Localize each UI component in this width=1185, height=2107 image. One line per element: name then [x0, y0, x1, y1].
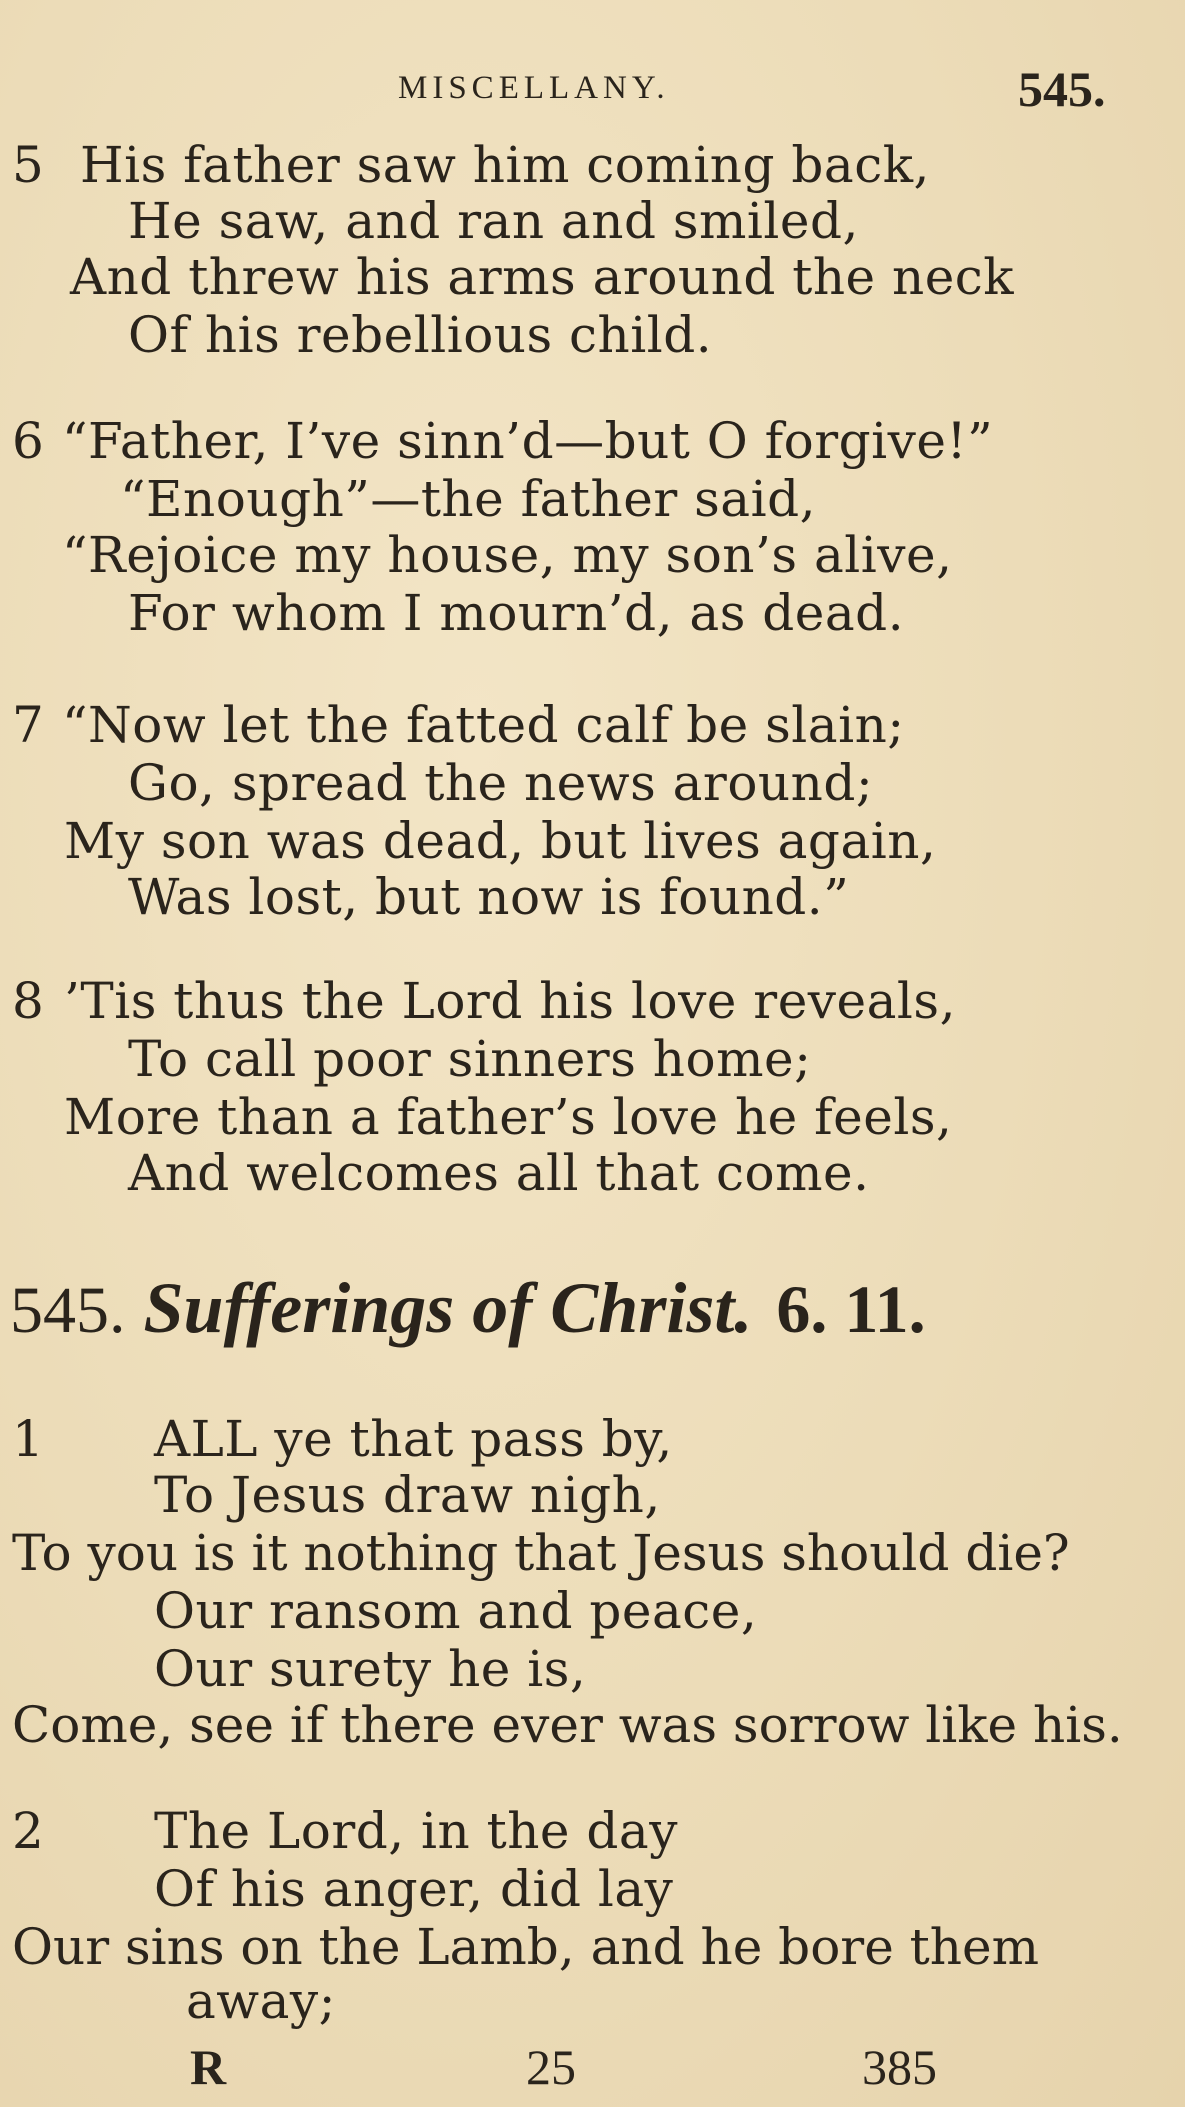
verse-line: “Rejoice my house, my son’s alive, — [62, 526, 953, 584]
verse-line: Of his rebellious child. — [128, 306, 713, 364]
page-number: 545. — [1018, 61, 1106, 117]
verse-line: My son was dead, but lives again, — [64, 812, 937, 870]
verse-line: His father saw him coming back, — [80, 136, 930, 194]
verse-line: Go, spread the news around; — [128, 754, 874, 812]
verse-line: away; — [186, 1972, 337, 2030]
running-title: MISCELLANY. — [398, 70, 670, 106]
verse-number: 1 — [12, 1410, 44, 1468]
verse-line: He saw, and ran and smiled, — [128, 192, 859, 250]
verse-line: “Now let the fatted calf be slain; — [62, 696, 905, 754]
hymn-heading — [10, 1268, 926, 1348]
verse-number: 2 — [12, 1802, 44, 1860]
hymn-number: 545. — [10, 1274, 126, 1347]
verse-line: And welcomes all that come. — [128, 1144, 870, 1202]
verse-line: “Father, I’ve sinn’d—but O forgive!” — [62, 412, 994, 470]
verse-line: To Jesus draw nigh, — [154, 1466, 661, 1524]
verse-line: Of his anger, did lay — [154, 1860, 674, 1918]
verse-number: 6 — [12, 412, 44, 470]
verse-line: More than a father’s love he feels, — [64, 1088, 953, 1146]
verse-line: Come, see if there ever was sorrow like his. — [12, 1696, 1123, 1754]
verse-line: To you is it nothing that Jesus should die? — [12, 1524, 1070, 1582]
verse-line: To call poor sinners home; — [128, 1030, 812, 1088]
verse-line: The Lord, in the day — [154, 1802, 678, 1860]
signature-number: 25 — [526, 2039, 576, 2095]
hymn-title: Sufferings of Christ. — [143, 1268, 753, 1348]
verse-line: And threw his arms around the neck — [70, 248, 1015, 306]
verse-line: “Enough”—the father said, — [120, 470, 816, 528]
hymn-meter: 6. 11. — [776, 1271, 926, 1347]
page-total: 385 — [862, 2039, 937, 2095]
verse-line: For whom I mourn’d, as dead. — [128, 584, 905, 642]
printer-signature: R — [190, 2039, 227, 2095]
verse-line: Our surety he is, — [154, 1640, 587, 1698]
verse-line: ALL ye that pass by, — [154, 1410, 673, 1468]
verse-line: Our ransom and peace, — [154, 1582, 758, 1640]
verse-line: ’Tis thus the Lord his love reveals, — [64, 972, 956, 1030]
verse-number: 8 — [12, 972, 44, 1030]
verse-line: Was lost, but now is found.” — [128, 868, 850, 926]
verse-line: Our sins on the Lamb, and he bore them — [12, 1918, 1039, 1976]
verse-number: 5 — [12, 136, 44, 194]
verse-number: 7 — [12, 696, 44, 754]
